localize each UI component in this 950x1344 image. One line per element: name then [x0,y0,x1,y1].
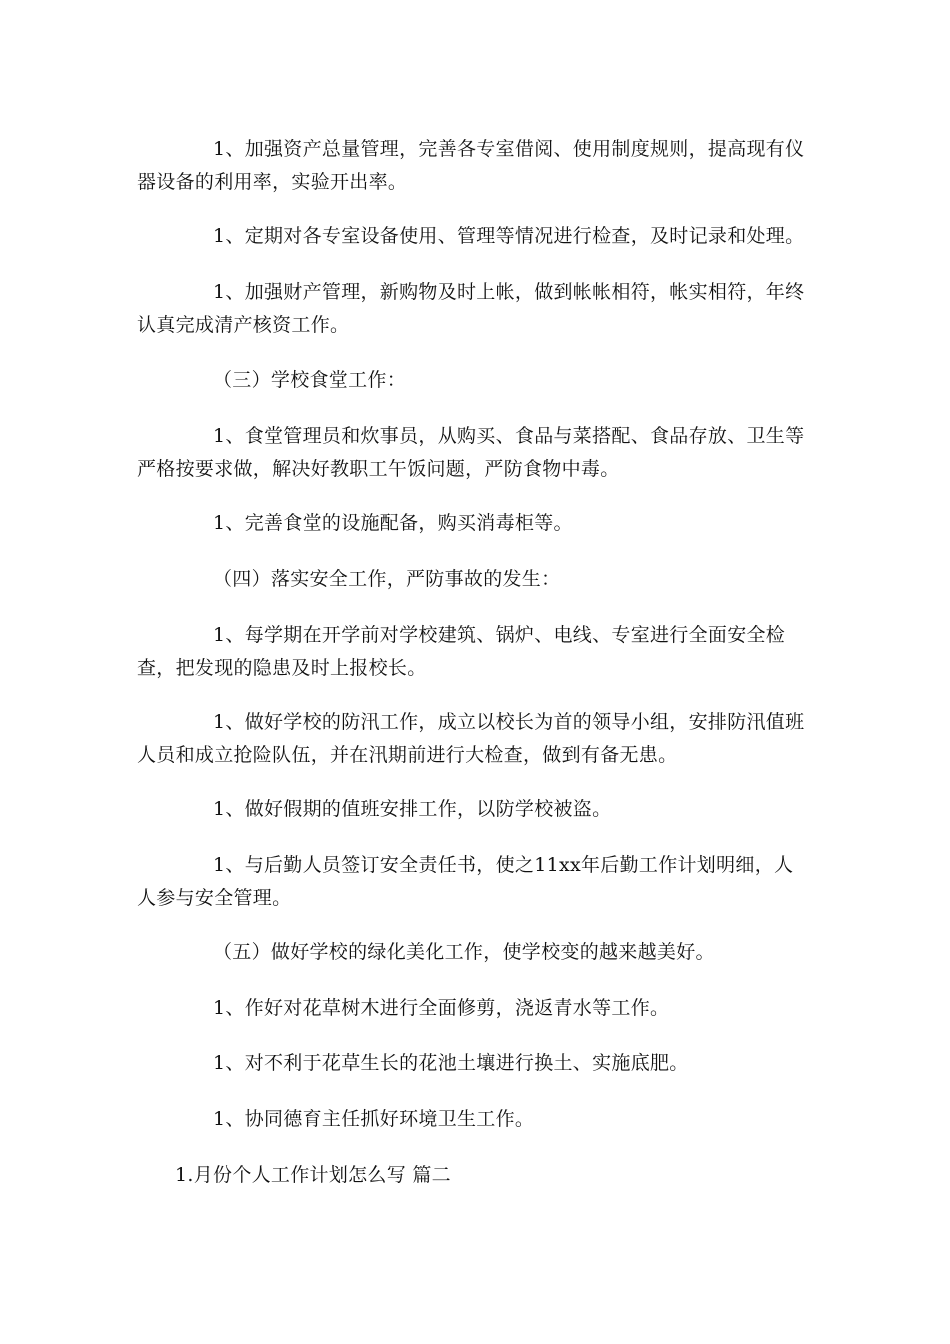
paragraph-safety-heading: （四）落实安全工作，严防事故的发生： [213,568,561,590]
paragraph-asset-management: 1、加强资产总量管理，完善各专室借阅、使用制度规则，提高现有仪器设备的利用率，实验开出率。 [137,138,805,193]
paragraph-hygiene: 1、协同德育主任抓好环境卫生工作。 [213,1108,535,1130]
paragraph-holiday-duty: 1、做好假期的值班安排工作，以防学校被盗。 [213,798,612,820]
paragraph-soil: 1、对不利于花草生长的花池土壤进行换土、实施底肥。 [213,1052,689,1074]
paragraph-flood-prevention: 1、做好学校的防汛工作，成立以校长为首的领导小组，安排防汛值班人员和成立抢险队伍，并在汛期前进行大检查，做到有备无患。 [137,711,805,766]
paragraph-safety-responsibility: 1、与后勤人员签订安全责任书，使之11xx年后勤工作计划明细，人人参与安全管理。 [137,854,794,909]
section-heading: 1.月份个人工作计划怎么写 篇二 [175,1164,451,1186]
paragraph-canteen-facilities: 1、完善食堂的设施配备，购买消毒柜等。 [213,512,573,534]
paragraph-trimming: 1、作好对花草树木进行全面修剪，浇返青水等工作。 [213,997,670,1019]
paragraph-safety-inspection: 1、每学期在开学前对学校建筑、锅炉、电线、专室进行全面安全检查，把发现的隐患及时上报校长。 [137,624,786,679]
paragraph-equipment-inspection: 1、定期对各专室设备使用、管理等情况进行检查，及时记录和处理。 [213,225,805,247]
paragraph-canteen-heading: （三）学校食堂工作： [213,369,407,391]
paragraph-greening-heading: （五）做好学校的绿化美化工作，使学校变的越来越美好。 [213,941,715,963]
paragraph-property-management: 1、加强财产管理，新购物及时上帐，做到帐帐相符，帐实相符，年终认真完成清产核资工作。 [137,281,805,336]
paragraph-canteen-staff: 1、食堂管理员和炊事员，从购买、食品与菜搭配、食品存放、卫生等严格按要求做，解决好教职工午饭问题，严防食物中毒。 [137,425,805,480]
